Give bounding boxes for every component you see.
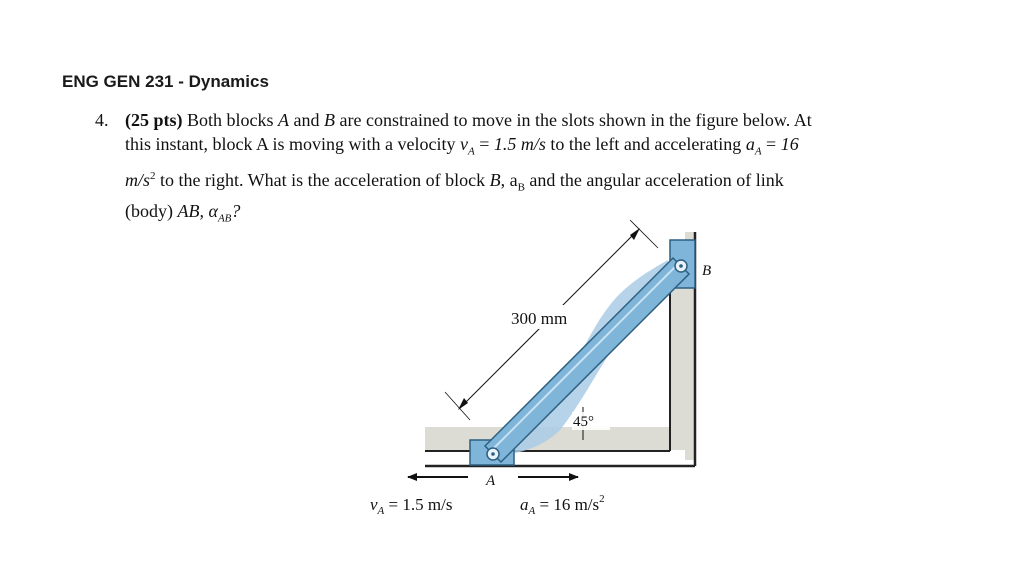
text-run: = <box>474 134 494 154</box>
symbol-a: A <box>278 110 290 130</box>
acceleration-superscript: 2 <box>599 493 605 505</box>
velocity-value: 1.5 m/s <box>493 134 546 154</box>
acceleration-label <box>520 493 605 517</box>
subscript: B <box>517 181 525 194</box>
subscript: A <box>754 145 762 158</box>
pin-b-center <box>679 264 683 268</box>
pin-a-center <box>491 452 495 456</box>
dimension-tick-a <box>445 392 470 420</box>
acceleration-subscript: A <box>528 505 536 517</box>
accel-unit: m/s <box>125 169 151 190</box>
text-run: (body) <box>125 201 178 222</box>
dimension-label: 300 mm <box>511 309 568 328</box>
text-run: Both blocks <box>182 110 279 130</box>
text-run: this instant, block A is moving with a velocity <box>125 134 460 154</box>
course-heading: ENG GEN 231 - Dynamics <box>62 72 269 91</box>
subscript: A <box>468 145 475 158</box>
velocity-subscript: A <box>377 505 385 517</box>
symbol-alpha-ab: AB, α <box>177 201 218 222</box>
points-label: (25 pts) <box>125 110 183 130</box>
text-run: = <box>761 134 781 154</box>
symbol-b: B <box>489 169 501 190</box>
label-b: B <box>702 263 712 279</box>
text-run: and <box>289 110 325 130</box>
text-run: to the left and accelerating <box>545 134 746 154</box>
text-run: are constrained to move in the slots shown in the figure below. At <box>335 110 812 130</box>
symbol-b: B <box>324 110 336 130</box>
velocity-symbol: v <box>370 495 378 514</box>
problem-number: 4. <box>95 110 109 130</box>
superscript: 2 <box>150 169 156 182</box>
accel-value: 16 <box>780 134 799 154</box>
text-run: , a <box>500 169 518 190</box>
subscript: AB <box>217 212 232 225</box>
angle-label: 45° <box>573 414 594 430</box>
velocity-value: = 1.5 m/s <box>384 495 453 514</box>
dimension-arrow-a <box>458 398 468 410</box>
symbol-a-accel: a <box>745 134 755 154</box>
symbol-v: v <box>460 134 468 154</box>
velocity-label <box>370 495 452 517</box>
text-run: and the angular acceleration of link <box>524 169 784 190</box>
label-a: A <box>486 473 496 489</box>
question-mark: ? <box>231 201 241 222</box>
acceleration-symbol: a <box>520 495 529 514</box>
dimension-arrow-b <box>630 228 640 240</box>
text-run: to the right. What is the acceleration of block <box>155 169 490 190</box>
acceleration-value: = 16 m/s <box>535 495 600 514</box>
